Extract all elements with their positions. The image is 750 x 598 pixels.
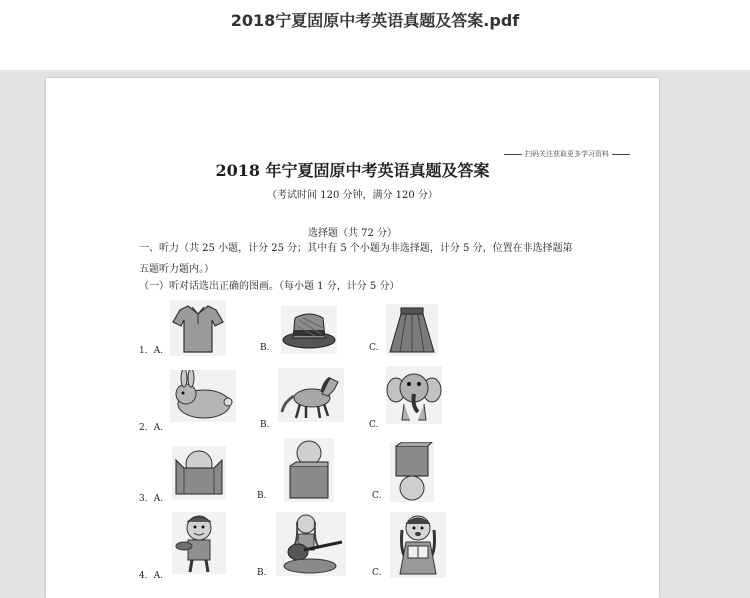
question-2-label: 2．A. — [139, 423, 164, 433]
watermark-text: 扫码关注获取更多学习资料 — [525, 150, 609, 158]
skirt-picture — [386, 304, 438, 356]
rabbit-picture — [170, 370, 236, 422]
question-3-option-b: B. — [257, 491, 267, 501]
question-3-label: 3．A. — [139, 494, 164, 504]
polo-shirt-picture — [170, 300, 226, 356]
question-2-option-c: C. — [369, 420, 379, 430]
question-4-option-b: B. — [257, 568, 267, 578]
question-4-label: 4．A. — [139, 571, 164, 581]
horse-picture — [278, 368, 344, 422]
file-title: 2018宁夏固原中考英语真题及答案.pdf — [230, 11, 520, 30]
viewer-toolbar — [0, 0, 750, 70]
part-one-a-instructions: （一）听对话选出正确的图画。（每小题 1 分，计分 5 分） — [139, 281, 400, 292]
part-one-instructions: 一、听力（共 25 小题，计分 25 分；其中有 5 个小题为非选择题，计分 5 分，位置在非选择题第五题听力题内。） — [139, 243, 573, 275]
girl-singing-picture — [390, 512, 446, 578]
question-1-label: 1．A. — [139, 346, 164, 356]
question-3-option-c: C. — [372, 491, 382, 501]
ball-in-box-picture — [172, 446, 226, 500]
section-title: 选择题（共 72 分） — [307, 228, 398, 239]
ball-under-box-picture — [390, 442, 434, 502]
question-4-option-c: C. — [372, 568, 382, 578]
pdf-page — [46, 78, 659, 598]
question-1-option-c: C. — [369, 343, 379, 353]
document-title: 2018 年宁夏固原中考英语真题及答案 — [215, 161, 490, 180]
girl-playing-guitar-picture — [276, 512, 346, 576]
hat-picture — [281, 306, 337, 354]
exam-info: （考试时间 120 分钟，满分 120 分） — [267, 190, 438, 201]
boy-eating-picture — [172, 512, 226, 574]
question-2-option-b: B. — [260, 420, 270, 430]
question-1-option-b: B. — [260, 343, 270, 353]
elephant-picture — [386, 366, 442, 424]
ball-on-box-picture — [284, 438, 334, 502]
